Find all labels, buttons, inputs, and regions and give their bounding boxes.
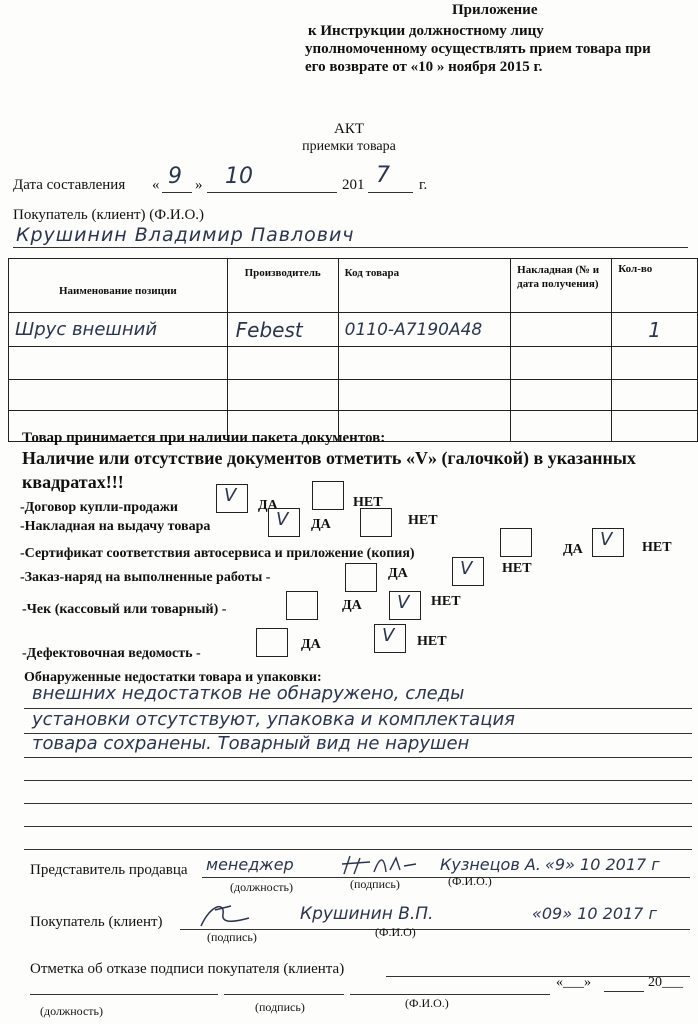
date-open-quote: « xyxy=(152,177,160,193)
refusal-position-line xyxy=(30,994,218,995)
appendix-line-1: к Инструкции должностному лицу xyxy=(308,23,544,39)
defect-line xyxy=(24,780,692,781)
date-year-line xyxy=(368,192,413,193)
table-cell xyxy=(511,380,612,411)
column-header: Код товара xyxy=(338,259,511,313)
table-cell xyxy=(338,380,511,411)
table-cell: 0110-A7190A48 xyxy=(338,313,511,347)
appendix-title: Приложение xyxy=(452,2,538,18)
buyer-label: Покупатель (клиент) (Ф.И.О.) xyxy=(13,207,205,223)
table-cell xyxy=(612,347,698,380)
seller-rep-name: Кузнецов А. xyxy=(440,855,541,874)
defects-heading: Обнаруженные недостатки товара и упаковки: xyxy=(24,670,322,685)
doc-item-label: -Накладная на выдачу товара xyxy=(20,519,211,534)
client-sign-name: Крушинин В.П. xyxy=(300,904,434,924)
defect-line xyxy=(24,849,692,850)
table-cell xyxy=(227,347,338,380)
table-cell: 1 xyxy=(612,313,698,347)
doc-no-label: НЕТ xyxy=(417,634,447,649)
caption-signature: (подпись) xyxy=(207,930,257,944)
date-year-suffix: г. xyxy=(419,177,428,193)
doc-no-label: НЕТ xyxy=(431,594,461,609)
defect-line xyxy=(24,757,692,758)
table-cell xyxy=(511,313,612,347)
doc-yes-label: ДА xyxy=(388,566,408,581)
documents-heading: Товар принимается при наличии пакета документов: xyxy=(22,430,386,446)
doc-yes-box[interactable] xyxy=(256,628,288,657)
seller-rep-label: Представитель продавца xyxy=(30,862,188,878)
documents-instruction: Наличие или отсутствие документов отметить «V» (галочкой) в указанных квадратах!!! xyxy=(22,448,636,492)
date-close-quote: » xyxy=(195,177,203,193)
defect-line xyxy=(24,826,692,827)
caption-name: (Ф.И.О.) xyxy=(448,874,492,888)
refusal-date-quotes: «___» xyxy=(556,975,591,990)
doc-yes-box[interactable] xyxy=(345,563,377,592)
table-cell: Febest xyxy=(227,313,338,347)
seller-signature-icon xyxy=(340,852,420,878)
buyer-value: Крушинин Владимир Павлович xyxy=(16,224,355,246)
act-subtitle: приемки товара xyxy=(302,139,396,154)
table-cell xyxy=(511,347,612,380)
refusal-date-line xyxy=(604,991,644,992)
doc-yes-label: ДА xyxy=(342,598,362,613)
doc-yes-label: ДА xyxy=(258,498,278,513)
client-signature-icon xyxy=(195,900,255,930)
check-mark-icon: V xyxy=(460,558,473,579)
table-cell xyxy=(9,380,228,411)
seller-rep-line xyxy=(202,877,690,878)
defect-text-line: внешних недостатков не обнаружено, следы xyxy=(32,683,465,704)
appendix-line-2: уполномоченному осуществлять прием товара при xyxy=(305,41,651,57)
doc-no-box[interactable] xyxy=(360,508,392,537)
date-year-prefix: 201 xyxy=(342,177,365,193)
date-day-line xyxy=(162,192,192,193)
defect-text-line: установки отсутствуют, упаковка и комплектация xyxy=(32,709,515,730)
doc-yes-label: ДА xyxy=(563,542,583,557)
doc-item-label: -Договор купли-продажи xyxy=(20,500,178,515)
caption-name: (Ф.И.О) xyxy=(375,925,416,939)
doc-item-label: -Сертификат соответствия автосервиса и приложение (копия) xyxy=(20,546,415,561)
caption-signature: (подпись) xyxy=(255,1000,305,1014)
table-cell: Шрус внешний xyxy=(9,313,228,347)
column-header: Производитель xyxy=(227,259,338,313)
defect-text-line: товара сохранены. Товарный вид не нарушен xyxy=(32,733,470,754)
doc-yes-box[interactable] xyxy=(286,591,318,620)
table-row xyxy=(9,313,698,347)
doc-yes-box[interactable] xyxy=(500,528,532,557)
check-mark-icon: V xyxy=(382,625,395,646)
doc-item-label: -Заказ-наряд на выполненные работы - xyxy=(20,570,271,585)
doc-no-label: НЕТ xyxy=(502,561,532,576)
refusal-year: 20___ xyxy=(648,975,683,990)
table-row xyxy=(9,380,698,411)
table-cell xyxy=(338,347,511,380)
doc-item-label: -Чек (кассовый или товарный) - xyxy=(22,602,227,617)
check-mark-icon: V xyxy=(397,592,410,613)
caption-position: (должность) xyxy=(40,1004,103,1018)
check-mark-icon: V xyxy=(224,485,237,506)
check-mark-icon: V xyxy=(600,529,613,550)
date-label: Дата составления xyxy=(13,177,126,193)
date-month-line xyxy=(207,192,337,193)
seller-rep-date: «9» 10 2017 г xyxy=(545,855,660,874)
table-cell xyxy=(612,380,698,411)
doc-item-label: -Дефектовочная ведомость - xyxy=(22,646,201,661)
date-day-value: 9 xyxy=(168,164,182,189)
goods-table xyxy=(8,258,698,442)
column-header: Кол-во xyxy=(612,259,698,313)
defect-line xyxy=(24,803,692,804)
client-sign-label: Покупатель (клиент) xyxy=(30,914,163,930)
doc-no-label: НЕТ xyxy=(353,495,383,510)
doc-no-label: НЕТ xyxy=(642,540,672,555)
refusal-signature-line xyxy=(224,994,344,995)
table-cell xyxy=(612,411,698,442)
caption-name: (Ф.И.О.) xyxy=(405,996,449,1010)
buyer-line xyxy=(13,247,688,248)
check-mark-icon: V xyxy=(276,509,289,530)
column-header: Наименование позиции xyxy=(9,259,228,313)
date-year-value: 7 xyxy=(376,163,390,188)
caption-position: (должность) xyxy=(230,880,293,894)
column-header: Накладная (№ и дата получения) xyxy=(511,259,612,313)
table-header-row xyxy=(9,259,698,313)
act-title: АКТ xyxy=(334,121,364,137)
date-month-value: 10 xyxy=(225,164,253,189)
refusal-name-line xyxy=(350,994,550,995)
table-cell xyxy=(9,347,228,380)
appendix-line-3: его возврате от «10 » ноября 2015 г. xyxy=(305,59,543,75)
doc-yes-label: ДА xyxy=(311,517,331,532)
refusal-line xyxy=(386,976,690,977)
doc-yes-label: ДА xyxy=(301,637,321,652)
client-sign-date: «09» 10 2017 г xyxy=(532,904,657,923)
seller-rep-position: менеджер xyxy=(206,855,294,874)
doc-no-label: НЕТ xyxy=(408,513,438,528)
table-row xyxy=(9,347,698,380)
table-cell xyxy=(227,380,338,411)
refusal-label: Отметка об отказе подписи покупателя (клиента) xyxy=(30,961,345,977)
doc-no-box[interactable] xyxy=(312,481,344,510)
table-cell xyxy=(511,411,612,442)
caption-signature: (подпись) xyxy=(350,877,400,891)
